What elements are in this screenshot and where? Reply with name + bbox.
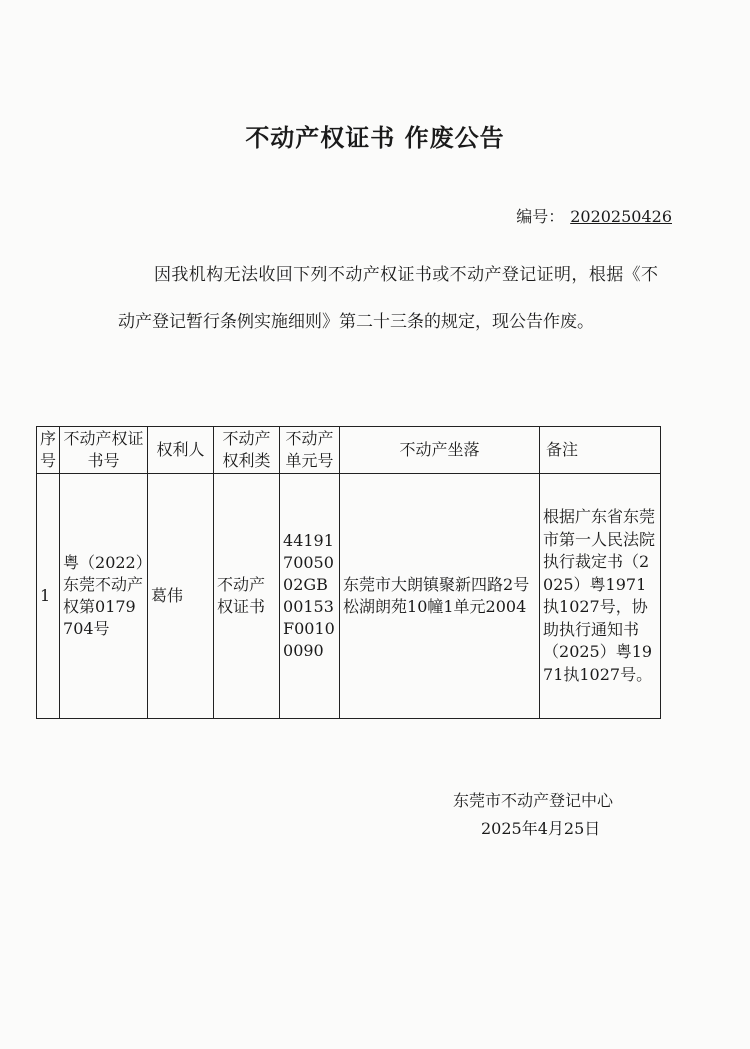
document-number-label: 编号：: [516, 207, 565, 226]
header-owner: 权利人: [148, 427, 214, 474]
cell-location: 东莞市大朗镇聚新四路2号松湖朗苑10幢1单元2004: [340, 474, 540, 719]
header-location: 不动产坐落: [340, 427, 540, 474]
table-header-row: [37, 427, 661, 474]
cell-remark: 根据广东省东莞市第一人民法院执行裁定书（2025）粤1971执1027号，协助执行通知书（2025）粤1971执1027号。: [540, 474, 661, 719]
header-unit-no: 不动产单元号: [280, 427, 340, 474]
cell-seq: 1: [37, 474, 60, 719]
document-number: [516, 204, 672, 227]
void-certificate-table: [36, 426, 661, 719]
header-seq: 序号: [37, 427, 60, 474]
table-row: [37, 474, 661, 719]
cell-right-type: 不动产权证书: [214, 474, 280, 719]
header-cert-no: 不动产权证书号: [60, 427, 148, 474]
notice-title: 不动产权证书 作废公告: [245, 124, 505, 152]
issuing-organization: 东莞市不动产登记中心: [453, 791, 614, 810]
cell-cert-no: 粤（2022）东莞不动产权第0179704号: [60, 474, 148, 719]
cell-owner: 葛伟: [148, 474, 214, 719]
header-remark: 备注: [540, 427, 661, 474]
notice-body: 因我机构无法收回下列不动产权证书或不动产登记证明，根据《不动产登记暂行条例实施细则》第二十三条的规定，现公告作废。: [118, 265, 658, 332]
header-right-type: 不动产权利类: [214, 427, 280, 474]
cell-unit-no: 441917005002GB00153F00100090: [280, 474, 340, 719]
document-number-value: 2020250426: [570, 207, 672, 226]
issue-date: 2025年4月25日: [481, 819, 601, 838]
